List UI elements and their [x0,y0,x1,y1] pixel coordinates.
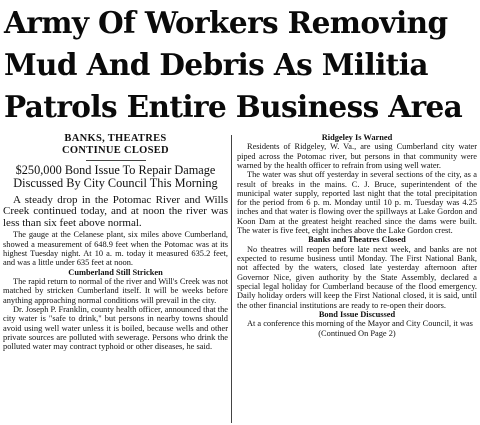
column-divider [231,135,232,423]
body-paragraph: At a conference this morning of the Mayor and City Council, it was [247,319,473,329]
left-column [3,133,228,352]
kicker-line-2: CONTINUE CLOSED [62,145,169,156]
headline-line-3: Patrols Entire Business Area [4,89,463,124]
headline-line-2: Mud And Debris As Militia [4,47,428,82]
body-paragraph: No theatres will reopen before late next week, and banks are not expected to resume business until Monday. The First National Bank, not affected by the waters, closed late yesterday afternoon after Governor Nice, given authority by the State Assembly, declared a special legal holiday for Cumberland because of the flood emergency. Daily holiday orders will keep the First National closed, it is said, until the other financial institutions are ready to re-open their doors. [237,244,477,310]
subhead-ridgeley-warned: Ridgeley Is Warned [321,133,393,142]
body-paragraph: The gauge at the Celanese plant, six miles above Cumberland, showed a measurement of 648.9 feet when the Potomac was at its highest Tuesday night. At 10 a. m. today it measured 635.2 feet, and was a little under 635 feet at noon. [3,230,228,268]
kicker-divider [86,160,146,161]
body-paragraph: The water was shut off yesterday in several sections of the city, as a result of breaks in the mains. C. J. Bruce, superintendent of the municipal water supply, reported last night that the total precipitation for the period from 6 p. m. Monday until 10 p. m. Tuesday was 4.25 inches and that water is flowing over the spillways at Lake Gordon and Koon Dam at the greatest height reached since the dams were built. The water is five feet, eight inches above the Lake Gordon crest. [237,170,477,236]
subhead-bond-issue: Bond Issue Discussed [318,309,396,319]
subhead-banks-theatres-closed: Banks and Theatres Closed [308,235,406,245]
headline [4,2,476,128]
continued-notice: (Continued On Page 2) [318,328,396,338]
body-paragraph: Residents of Ridgeley, W. Va., are using Cumberland city water piped across the Potomac river, but persons in that community were warned by the health officer to refrain from using well water. [237,142,477,170]
subhead-cumberland-stricken: Cumberland Still Stricken [68,267,163,277]
body-paragraph: The rapid return to normal of the river and Will's Creek was not matched by stricken Cumberland itself. It will be weeks before anything approaching normal conditions will prevail in the city. [3,277,228,305]
deck-headline: $250,000 Bond Issue To Repair Damage Discussed By City Council This Morning [13,163,218,190]
lead-paragraph: A steady drop in the Potomac River and Wills Creek continued today, and at noon the river was less than six feet above normal. [3,194,228,229]
right-column [237,133,477,338]
kicker-line-1: BANKS, THEATRES [64,133,167,144]
headline-line-1: Army Of Workers Removing [4,5,448,40]
body-paragraph: Dr. Joseph P. Franklin, county health officer, announced that the city water is "safe to drink," but persons in nearby towns should avoid using well water unless it is boiled, because wells and other private sources are polluted with sewerage. Persons who drink the polluted water may contract typhoid or other diseases, he said. [3,305,228,352]
